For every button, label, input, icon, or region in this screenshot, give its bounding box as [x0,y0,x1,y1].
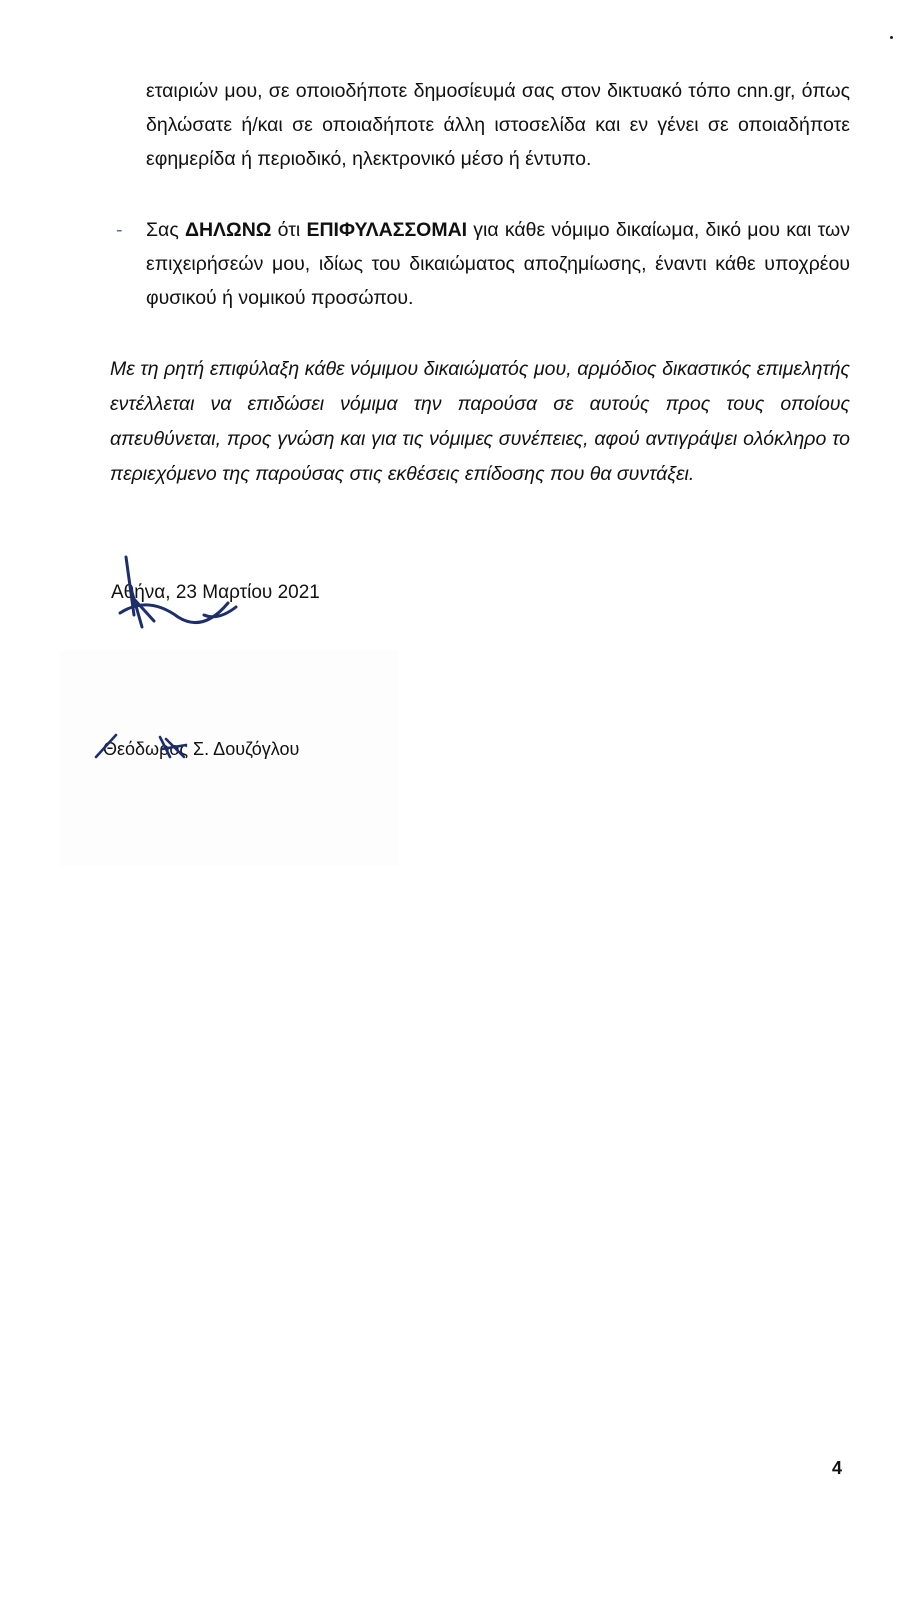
declaration-intro: Σας [146,219,185,241]
declaration-rest: για κάθε νόμιμο δικαίωμα, δικό μου και των επιχειρήσεών μου, ιδίως του δικαιώματος αποζημίωσης, έναντι κάθε υποχρέου φυσικού ή νομικού προσώπου. [146,219,850,309]
page-number: 4 [832,1458,843,1478]
declaration-keyword-epifylassomai: ΕΠΙΦΥΛΑΣΣΟΜΑΙ [306,219,468,241]
place-and-date: Αθήνα, 23 Μαρτίου 2021 [111,582,320,603]
signatory-name: Θεόδωρος Σ. Δουζόγλου [103,739,300,759]
scan-speck [890,36,893,39]
declaration-bullet: - [116,219,123,241]
declaration-middle: ότι [271,219,307,241]
declaration-paragraph [146,213,850,315]
closing-paragraph: Με τη ρητή επιφύλαξη κάθε νόμιμου δικαιώματός μου, αρμόδιος δικαστικός επιμελητής εντέλλεται να επιδώσει νόμιμα την παρούσα σε αυτούς προς τους οποίους απευθύνεται, προς γνώση και για τις νόμιμες συνέπειες, αφού αντιγράψει ολόκληρο το περιεχόμενο της παρούσας στις εκθέσεις επίδοσης που θα συντάξει. [110,358,850,485]
declaration-keyword-dilono: ΔΗΛΩΝΩ [184,219,272,241]
paragraph-continued: εταιριών μου, σε οποιοδήποτε δημοσίευμά σας στον δικτυακό τόπο cnn.gr, όπως δηλώσατε ή/και σε οποιαδήποτε άλλη ιστοσελίδα και εν γένει σε οποιαδήποτε εφημερίδα ή περιοδικό, ηλεκτρονικό μέσο ή έντυπο. [146,80,850,170]
